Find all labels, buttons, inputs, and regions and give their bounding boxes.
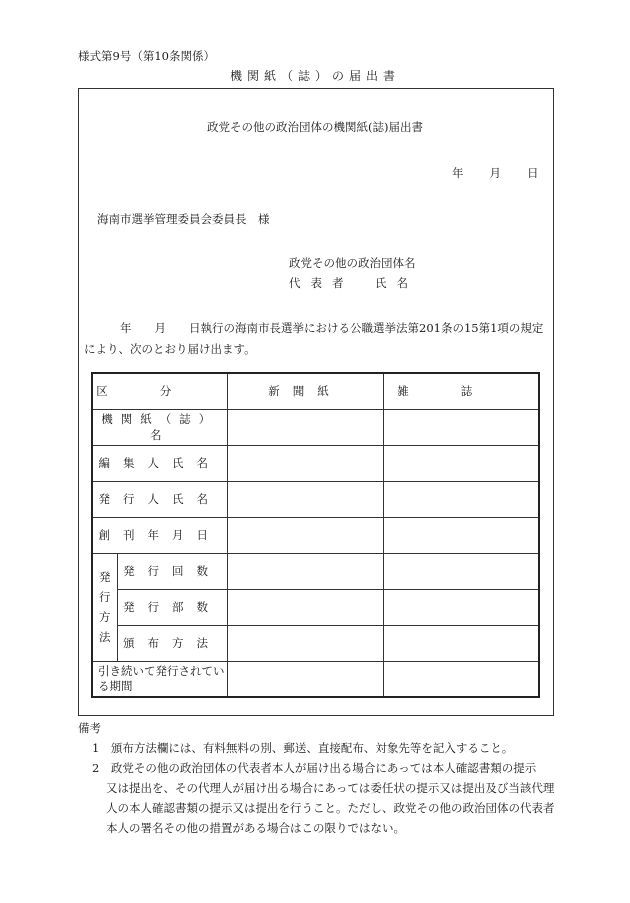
table-row (92, 625, 539, 661)
magazine-cell-founding-date[interactable] (383, 517, 539, 553)
row-label-publisher-name (92, 481, 227, 517)
newspaper-cell-publisher-name[interactable] (227, 481, 383, 517)
row-label-copies (117, 589, 227, 625)
header-newspaper (227, 373, 383, 409)
newspaper-cell-continued-period[interactable] (227, 661, 383, 697)
newspaper-cell-copies[interactable] (227, 589, 383, 625)
table-row (92, 445, 539, 481)
newspaper-cell-editor-name[interactable] (227, 445, 383, 481)
table-row (92, 409, 539, 445)
row-label-text: 頒布方法 (123, 636, 221, 650)
date-day-label: 日 (527, 166, 539, 180)
magazine-cell-editor-name[interactable] (383, 445, 539, 481)
header-category (92, 373, 227, 409)
row-label-text: 発行人氏名 (98, 492, 221, 506)
note-2-line-1: 2 政党その他の政治団体の代表者本人が届け出る場合にあっては本人確認書類の提示 (92, 761, 537, 775)
row-label-text: 発行部数 (123, 600, 221, 614)
row-label-text: 創刊年月日 (98, 528, 221, 542)
representative-label: 代表者 氏名 (289, 276, 418, 290)
row-label-founding-date (92, 517, 227, 553)
magazine-cell-copies[interactable] (383, 589, 539, 625)
date-line (452, 165, 539, 181)
table-row (92, 517, 539, 553)
addressee: 海南市選挙管理委員会委員長 様 (97, 212, 270, 226)
org-name-label: 政党その他の政治団体名 (289, 256, 416, 270)
newspaper-cell-founding-date[interactable] (227, 517, 383, 553)
document-heading: 機関紙（誌）の届出書 (229, 69, 400, 83)
newspaper-cell-frequency[interactable] (227, 553, 383, 589)
row-label-text: 発行回数 (123, 564, 221, 578)
row-label-text: 機関紙（誌）名 (101, 412, 219, 442)
row-label-frequency (117, 553, 227, 589)
newspaper-cell-distribution[interactable] (227, 625, 383, 661)
table-row (92, 553, 539, 589)
row-group-publishing-method (92, 553, 117, 661)
magazine-cell-kikanshi-name[interactable] (383, 409, 539, 445)
body-text-line-2: により、次のとおり届け出ます。 (84, 342, 256, 356)
form-number: 様式第9号（第10条関係） (78, 49, 215, 63)
registration-table (91, 372, 540, 698)
table-row (92, 661, 539, 697)
form-title: 政党その他の政治団体の機関紙(誌)届出書 (207, 120, 423, 134)
note-2-line-3: 人の本人確認書類の提示又は提出を行うこと。ただし、政党その他の政治団体の代表者 (106, 801, 555, 815)
row-label-distribution (117, 625, 227, 661)
table-row (92, 589, 539, 625)
header-magazine (383, 373, 539, 409)
row-label-editor-name (92, 445, 227, 481)
note-2-line-4: 本人の署名その他の措置がある場合はこの限りではない。 (106, 821, 405, 835)
magazine-cell-distribution[interactable] (383, 625, 539, 661)
magazine-cell-frequency[interactable] (383, 553, 539, 589)
newspaper-cell-kikanshi-name[interactable] (227, 409, 383, 445)
note-2-line-2: 又は提出を、その代理人が届け出る場合にあっては委任状の提示又は提出及び当該代理 (106, 781, 555, 795)
row-label-kikanshi-name (92, 409, 227, 445)
row-label-continued-period (92, 661, 227, 697)
row-label-text: 引き続いて発行されている期間 (98, 663, 225, 693)
header-newspaper-label: 新聞紙 (268, 384, 342, 399)
date-month-label: 月 (489, 166, 501, 180)
date-year-label: 年 (452, 166, 464, 180)
row-label-text: 編集人氏名 (98, 456, 221, 470)
header-category-label: 区分 (96, 384, 224, 399)
table-header-row (92, 373, 539, 409)
magazine-cell-continued-period[interactable] (383, 661, 539, 697)
body-text-line-1: 年 月 日執行の海南市長選挙における公職選挙法第201条の15第1項の規定 (120, 321, 544, 335)
table-row (92, 481, 539, 517)
header-magazine-label: 雑誌 (397, 384, 525, 399)
note-1: 1 頒布方法欄には、有料無料の別、郵送、直接配布、対象先等を記入すること。 (92, 741, 514, 755)
row-group-label: 発行方法 (99, 570, 111, 644)
magazine-cell-publisher-name[interactable] (383, 481, 539, 517)
notes-title: 備考 (78, 721, 101, 735)
